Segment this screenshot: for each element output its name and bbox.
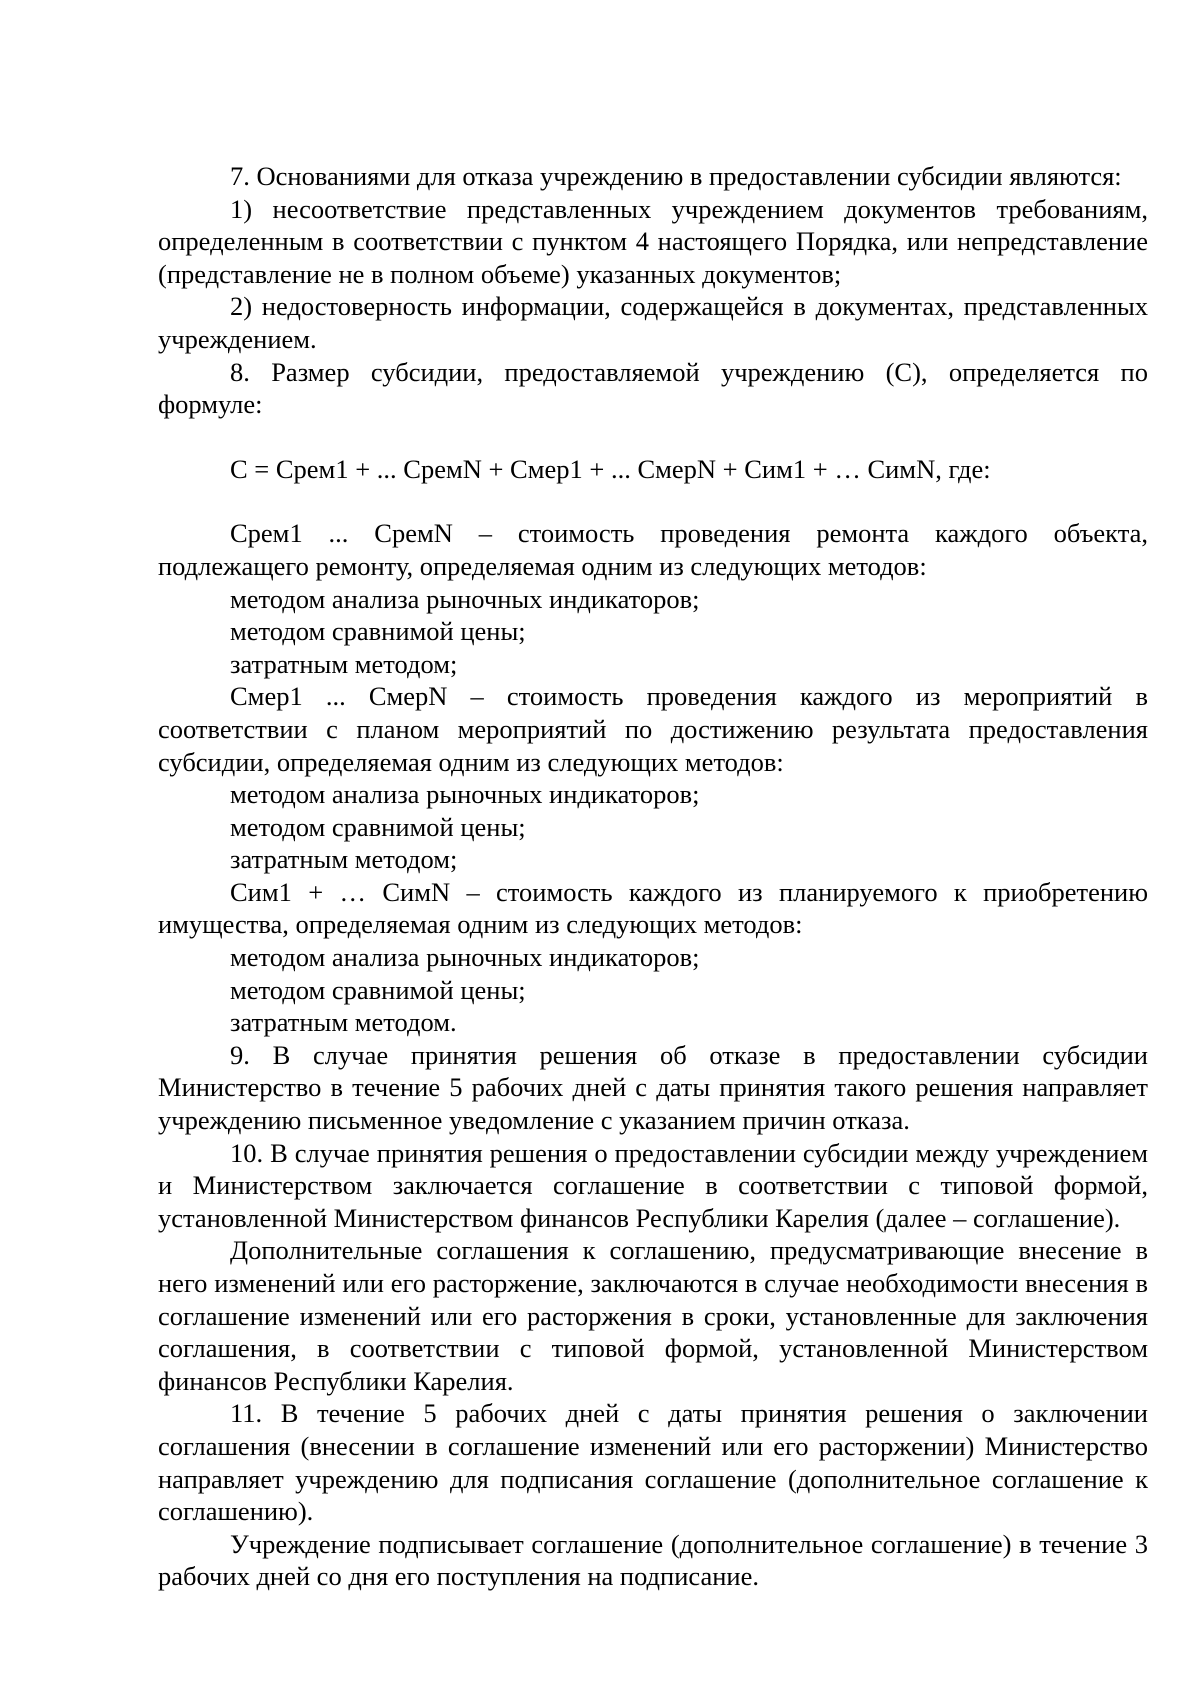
method-item: методом сравнимой цены; <box>230 811 526 842</box>
method-item: методом сравнимой цены; <box>230 616 526 647</box>
document-page <box>158 160 1148 1593</box>
method-item: методом анализа рыночных индикаторов; <box>230 942 700 973</box>
paragraph-11: 11. В течение 5 рабочих дней с даты принятия решения о заключении соглашения (внесении в соглашение изменений или его расторжении) Министерство направляет учреждению для подписания соглашение (дополнительное соглашение к соглашению). <box>158 1398 1148 1527</box>
paragraph-7: 7. Основаниями для отказа учреждению в предоставлении субсидии являются: <box>230 161 1122 191</box>
method-item: методом сравнимой цены; <box>230 974 526 1005</box>
paragraph-11-signing: Учреждение подписывает соглашение (дополнительное соглашение) в течение 3 рабочих дней со дня его поступления на подписание. <box>158 1528 1148 1592</box>
subsidy-formula: С = Срем1 + ... СремN + Смер1 + ... СмерN + Сим1 + … СимN, где: <box>230 453 991 484</box>
paragraph-9: 9. В случае принятия решения об отказе в предоставлении субсидии Министерство в течение 5 рабочих дней с даты принятия такого решения направляет учреждению письменное уведомление с указанием причин отказа. <box>158 1039 1148 1136</box>
method-item: затратным методом. <box>230 1007 457 1038</box>
method-item: методом анализа рыночных индикаторов; <box>230 583 700 614</box>
paragraph-7-item-2: 2) недостоверность информации, содержащейся в документах, представленных учреждением. <box>158 291 1148 354</box>
paragraph-10-additional-agreements: Дополнительные соглашения к соглашению, предусматривающие внесение в него изменений или его расторжение, заключаются в случае необходимости внесения в соглашение изменений или его расторжения в сроки, установленные для заключения соглашения, в соответствии с типовой формой, установленной Министерством финансов Республики Карелия. <box>158 1235 1148 1396</box>
formula-term-srem: Срем1 ... СремN – стоимость проведения ремонта каждого объекта, подлежащего ремонту, определяемая одним из следующих методов: <box>158 518 1148 581</box>
method-item: методом анализа рыночных индикаторов; <box>230 779 700 810</box>
formula-term-smer: Смер1 ... СмерN – стоимость проведения каждого из мероприятий в соответствии с планом мероприятий по достижению результата предоставления субсидии, определяемая одним из следующих методов: <box>158 681 1148 777</box>
paragraph-8: 8. Размер субсидии, предоставляемой учреждению (С), определяется по формуле: <box>158 356 1148 420</box>
paragraph-7-item-1: 1) несоответствие представленных учреждением документов требованиям, определенным в соответствии с пунктом 4 настоящего Порядка, или непредставление (представление не в полном объеме) указанных документов; <box>158 193 1148 289</box>
paragraph-10: 10. В случае принятия решения о предоставлении субсидии между учреждением и Министерством заключается соглашение в соответствии с типовой формой, установленной Министерством финансов Республики Карелия (далее – соглашение). <box>158 1137 1148 1233</box>
formula-term-sim: Сим1 + … СимN – стоимость каждого из планируемого к приобретению имущества, определяемая одним из следующих методов: <box>158 876 1148 940</box>
method-item: затратным методом; <box>230 844 458 875</box>
method-item: затратным методом; <box>230 648 458 679</box>
